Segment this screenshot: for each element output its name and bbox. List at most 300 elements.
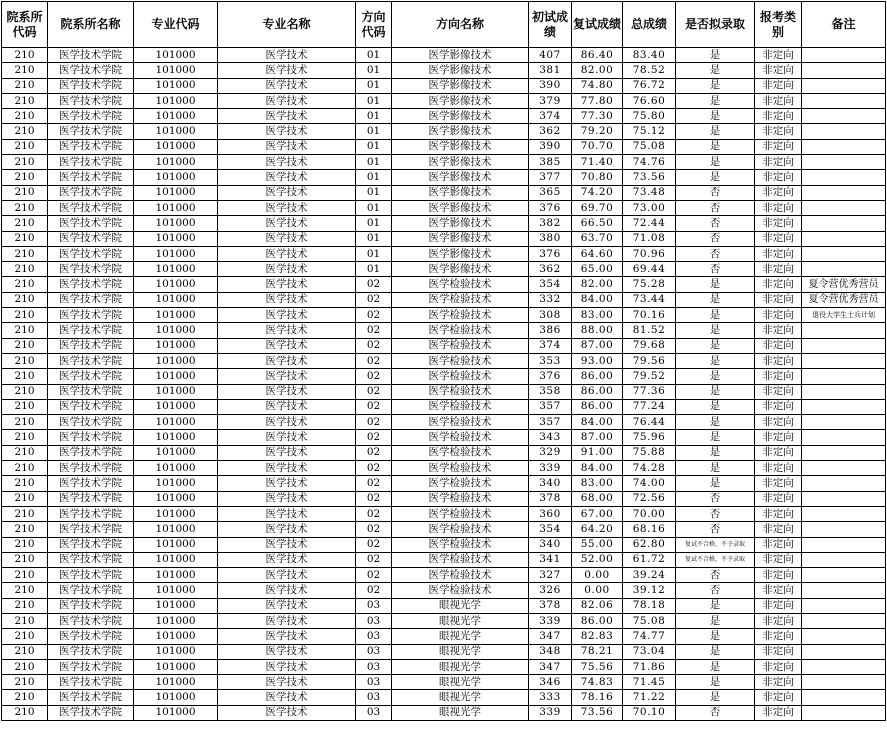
cell-major-code: 101000	[134, 200, 218, 215]
cell-category: 非定向	[755, 659, 802, 674]
cell-retest-score: 82.00	[572, 277, 623, 292]
cell-category: 非定向	[755, 262, 802, 277]
cell-initial-score: 362	[529, 262, 572, 277]
cell-major-name: 医学技术	[218, 506, 356, 521]
cell-dept-code: 210	[2, 705, 48, 720]
cell-dept-name: 医学技术学院	[48, 583, 134, 598]
cell-major-name: 医学技术	[218, 353, 356, 368]
cell-major-code: 101000	[134, 369, 218, 384]
cell-initial-score: 385	[529, 155, 572, 170]
cell-category: 非定向	[755, 598, 802, 613]
cell-dept-name: 医学技术学院	[48, 461, 134, 476]
cell-major-code: 101000	[134, 461, 218, 476]
cell-dept-code: 210	[2, 292, 48, 307]
cell-direction-code: 02	[356, 506, 392, 521]
cell-retest-score: 86.00	[572, 369, 623, 384]
cell-category: 非定向	[755, 675, 802, 690]
cell-direction-name: 眼视光学	[392, 705, 529, 720]
cell-dept-name: 医学技术学院	[48, 277, 134, 292]
cell-dept-name: 医学技术学院	[48, 323, 134, 338]
cell-retest-score: 78.16	[572, 690, 623, 705]
cell-category: 非定向	[755, 522, 802, 537]
cell-total-score: 70.10	[623, 705, 676, 720]
cell-category: 非定向	[755, 629, 802, 644]
cell-major-code: 101000	[134, 109, 218, 124]
table-row	[2, 246, 886, 261]
table-row	[2, 262, 886, 277]
table-row	[2, 292, 886, 307]
cell-total-score: 75.12	[623, 124, 676, 139]
cell-major-code: 101000	[134, 690, 218, 705]
cell-major-name: 医学技术	[218, 659, 356, 674]
cell-retest-score: 78.21	[572, 644, 623, 659]
cell-direction-code: 02	[356, 491, 392, 506]
cell-retest-score: 82.83	[572, 629, 623, 644]
cell-major-code: 101000	[134, 292, 218, 307]
table-row	[2, 445, 886, 460]
cell-dept-name: 医学技术学院	[48, 491, 134, 506]
cell-total-score: 83.40	[623, 48, 676, 63]
cell-initial-score: 382	[529, 216, 572, 231]
cell-retest-score: 0.00	[572, 568, 623, 583]
table-row	[2, 200, 886, 215]
cell-initial-score: 374	[529, 338, 572, 353]
cell-remarks	[802, 78, 886, 93]
cell-initial-score: 357	[529, 415, 572, 430]
cell-admitted: 否	[676, 506, 755, 521]
cell-total-score: 74.00	[623, 476, 676, 491]
cell-admitted: 是	[676, 644, 755, 659]
cell-remarks	[802, 262, 886, 277]
cell-direction-code: 02	[356, 568, 392, 583]
cell-major-code: 101000	[134, 629, 218, 644]
cell-initial-score: 353	[529, 353, 572, 368]
cell-remarks	[802, 430, 886, 445]
cell-major-name: 医学技术	[218, 522, 356, 537]
header-major-code: 专业代码	[134, 2, 218, 48]
cell-retest-score: 70.70	[572, 139, 623, 154]
cell-direction-code: 03	[356, 629, 392, 644]
cell-category: 非定向	[755, 506, 802, 521]
header-admitted: 是否拟录取	[676, 2, 755, 48]
cell-direction-name: 眼视光学	[392, 629, 529, 644]
cell-total-score: 71.86	[623, 659, 676, 674]
cell-major-name: 医学技术	[218, 200, 356, 215]
cell-major-name: 医学技术	[218, 613, 356, 628]
cell-retest-score: 69.70	[572, 200, 623, 215]
cell-total-score: 73.04	[623, 644, 676, 659]
cell-dept-name: 医学技术学院	[48, 185, 134, 200]
cell-major-name: 医学技术	[218, 124, 356, 139]
cell-major-code: 101000	[134, 491, 218, 506]
cell-initial-score: 390	[529, 78, 572, 93]
cell-dept-code: 210	[2, 445, 48, 460]
cell-direction-name: 医学检验技术	[392, 308, 529, 323]
cell-dept-name: 医学技术学院	[48, 109, 134, 124]
cell-major-name: 医学技术	[218, 369, 356, 384]
cell-direction-code: 01	[356, 231, 392, 246]
cell-remarks: 夏令营优秀营员	[802, 292, 886, 307]
cell-category: 非定向	[755, 430, 802, 445]
cell-dept-code: 210	[2, 63, 48, 78]
cell-dept-name: 医学技术学院	[48, 415, 134, 430]
cell-retest-score: 87.00	[572, 338, 623, 353]
cell-dept-name: 医学技术学院	[48, 399, 134, 414]
cell-remarks	[802, 522, 886, 537]
cell-major-code: 101000	[134, 537, 218, 552]
cell-remarks	[802, 659, 886, 674]
cell-admitted: 是	[676, 93, 755, 108]
table-row	[2, 705, 886, 720]
cell-direction-code: 02	[356, 430, 392, 445]
cell-dept-code: 210	[2, 506, 48, 521]
cell-remarks	[802, 476, 886, 491]
cell-major-name: 医学技术	[218, 155, 356, 170]
cell-admitted: 是	[676, 353, 755, 368]
cell-admitted: 是	[676, 170, 755, 185]
table-row	[2, 644, 886, 659]
cell-dept-name: 医学技术学院	[48, 675, 134, 690]
cell-major-code: 101000	[134, 338, 218, 353]
cell-major-name: 医学技术	[218, 63, 356, 78]
cell-dept-name: 医学技术学院	[48, 522, 134, 537]
cell-remarks	[802, 246, 886, 261]
cell-total-score: 76.60	[623, 93, 676, 108]
cell-dept-name: 医学技术学院	[48, 155, 134, 170]
cell-remarks	[802, 200, 886, 215]
cell-direction-name: 医学影像技术	[392, 200, 529, 215]
cell-admitted: 是	[676, 48, 755, 63]
cell-remarks	[802, 613, 886, 628]
cell-major-name: 医学技术	[218, 552, 356, 567]
cell-dept-name: 医学技术学院	[48, 262, 134, 277]
cell-major-name: 医学技术	[218, 78, 356, 93]
cell-retest-score: 86.00	[572, 399, 623, 414]
cell-remarks	[802, 323, 886, 338]
cell-direction-name: 医学检验技术	[392, 384, 529, 399]
cell-category: 非定向	[755, 78, 802, 93]
cell-total-score: 71.22	[623, 690, 676, 705]
cell-admitted: 是	[676, 445, 755, 460]
cell-admitted: 复试不合格，不予录取	[676, 552, 755, 567]
cell-major-name: 医学技术	[218, 629, 356, 644]
cell-direction-code: 01	[356, 155, 392, 170]
cell-retest-score: 83.00	[572, 476, 623, 491]
cell-major-name: 医学技术	[218, 262, 356, 277]
cell-total-score: 75.08	[623, 139, 676, 154]
cell-major-name: 医学技术	[218, 476, 356, 491]
cell-initial-score: 407	[529, 48, 572, 63]
cell-direction-code: 02	[356, 323, 392, 338]
cell-dept-name: 医学技术学院	[48, 200, 134, 215]
cell-direction-name: 医学检验技术	[392, 323, 529, 338]
cell-total-score: 71.08	[623, 231, 676, 246]
cell-dept-code: 210	[2, 323, 48, 338]
cell-major-name: 医学技术	[218, 705, 356, 720]
cell-direction-code: 02	[356, 353, 392, 368]
table-row	[2, 353, 886, 368]
cell-total-score: 73.00	[623, 200, 676, 215]
header-total-score: 总成绩	[623, 2, 676, 48]
cell-admitted: 是	[676, 476, 755, 491]
cell-dept-code: 210	[2, 583, 48, 598]
cell-admitted: 是	[676, 124, 755, 139]
cell-initial-score: 354	[529, 277, 572, 292]
cell-admitted: 是	[676, 323, 755, 338]
cell-initial-score: 339	[529, 461, 572, 476]
admission-results-table	[1, 1, 886, 721]
table-row	[2, 124, 886, 139]
cell-retest-score: 52.00	[572, 552, 623, 567]
cell-initial-score: 329	[529, 445, 572, 460]
table-row	[2, 675, 886, 690]
cell-major-code: 101000	[134, 231, 218, 246]
cell-direction-name: 医学影像技术	[392, 109, 529, 124]
cell-major-name: 医学技术	[218, 323, 356, 338]
cell-major-name: 医学技术	[218, 644, 356, 659]
cell-dept-code: 210	[2, 93, 48, 108]
cell-admitted: 复试不合格，不予录取	[676, 537, 755, 552]
cell-remarks	[802, 445, 886, 460]
header-dept-name: 院系所名称	[48, 2, 134, 48]
cell-initial-score: 348	[529, 644, 572, 659]
table-row	[2, 506, 886, 521]
cell-remarks	[802, 139, 886, 154]
cell-admitted: 否	[676, 200, 755, 215]
cell-remarks	[802, 124, 886, 139]
cell-total-score: 75.96	[623, 430, 676, 445]
cell-major-name: 医学技术	[218, 384, 356, 399]
cell-retest-score: 88.00	[572, 323, 623, 338]
cell-major-name: 医学技术	[218, 461, 356, 476]
cell-direction-code: 02	[356, 308, 392, 323]
cell-admitted: 否	[676, 246, 755, 261]
cell-direction-name: 医学影像技术	[392, 231, 529, 246]
cell-total-score: 74.28	[623, 461, 676, 476]
cell-category: 非定向	[755, 399, 802, 414]
cell-dept-code: 210	[2, 644, 48, 659]
cell-admitted: 是	[676, 139, 755, 154]
table-row	[2, 598, 886, 613]
cell-dept-code: 210	[2, 308, 48, 323]
cell-initial-score: 357	[529, 399, 572, 414]
cell-remarks	[802, 48, 886, 63]
cell-direction-code: 02	[356, 399, 392, 414]
cell-direction-name: 眼视光学	[392, 659, 529, 674]
cell-admitted: 是	[676, 78, 755, 93]
cell-dept-code: 210	[2, 262, 48, 277]
cell-dept-code: 210	[2, 430, 48, 445]
cell-retest-score: 79.20	[572, 124, 623, 139]
cell-remarks	[802, 568, 886, 583]
cell-direction-code: 01	[356, 63, 392, 78]
cell-major-code: 101000	[134, 522, 218, 537]
cell-admitted: 是	[676, 659, 755, 674]
cell-total-score: 79.56	[623, 353, 676, 368]
cell-total-score: 75.88	[623, 445, 676, 460]
cell-category: 非定向	[755, 155, 802, 170]
cell-initial-score: 354	[529, 522, 572, 537]
cell-total-score: 77.24	[623, 399, 676, 414]
cell-admitted: 是	[676, 629, 755, 644]
cell-direction-code: 03	[356, 644, 392, 659]
cell-major-name: 医学技术	[218, 48, 356, 63]
cell-direction-name: 医学影像技术	[392, 262, 529, 277]
cell-major-name: 医学技术	[218, 568, 356, 583]
cell-direction-name: 医学影像技术	[392, 246, 529, 261]
cell-dept-name: 医学技术学院	[48, 246, 134, 261]
cell-category: 非定向	[755, 552, 802, 567]
cell-direction-code: 02	[356, 338, 392, 353]
cell-initial-score: 326	[529, 583, 572, 598]
cell-category: 非定向	[755, 63, 802, 78]
cell-direction-code: 01	[356, 48, 392, 63]
cell-category: 非定向	[755, 48, 802, 63]
cell-major-code: 101000	[134, 384, 218, 399]
table-row	[2, 93, 886, 108]
header-major-name: 专业名称	[218, 2, 356, 48]
cell-remarks	[802, 690, 886, 705]
cell-dept-name: 医学技术学院	[48, 445, 134, 460]
table-row	[2, 461, 886, 476]
cell-direction-name: 医学检验技术	[392, 491, 529, 506]
cell-category: 非定向	[755, 644, 802, 659]
cell-category: 非定向	[755, 583, 802, 598]
cell-admitted: 是	[676, 292, 755, 307]
cell-dept-name: 医学技术学院	[48, 63, 134, 78]
cell-dept-code: 210	[2, 185, 48, 200]
table-row	[2, 155, 886, 170]
cell-category: 非定向	[755, 216, 802, 231]
cell-retest-score: 86.00	[572, 384, 623, 399]
cell-dept-code: 210	[2, 353, 48, 368]
cell-admitted: 是	[676, 155, 755, 170]
cell-dept-name: 医学技术学院	[48, 338, 134, 353]
cell-direction-code: 02	[356, 415, 392, 430]
cell-dept-code: 210	[2, 476, 48, 491]
cell-total-score: 79.52	[623, 369, 676, 384]
cell-admitted: 是	[676, 399, 755, 414]
cell-remarks	[802, 675, 886, 690]
table-row	[2, 78, 886, 93]
table-row	[2, 109, 886, 124]
cell-major-code: 101000	[134, 170, 218, 185]
cell-major-code: 101000	[134, 659, 218, 674]
cell-initial-score: 346	[529, 675, 572, 690]
cell-major-name: 医学技术	[218, 675, 356, 690]
cell-dept-name: 医学技术学院	[48, 537, 134, 552]
cell-admitted: 是	[676, 109, 755, 124]
cell-direction-name: 眼视光学	[392, 644, 529, 659]
cell-initial-score: 340	[529, 476, 572, 491]
cell-direction-name: 医学检验技术	[392, 476, 529, 491]
cell-retest-score: 64.20	[572, 522, 623, 537]
cell-initial-score: 308	[529, 308, 572, 323]
cell-major-code: 101000	[134, 155, 218, 170]
cell-initial-score: 341	[529, 552, 572, 567]
cell-category: 非定向	[755, 277, 802, 292]
cell-initial-score: 333	[529, 690, 572, 705]
table-row	[2, 552, 886, 567]
cell-total-score: 70.00	[623, 506, 676, 521]
cell-major-name: 医学技术	[218, 415, 356, 430]
cell-category: 非定向	[755, 476, 802, 491]
cell-remarks	[802, 399, 886, 414]
cell-major-name: 医学技术	[218, 246, 356, 261]
cell-category: 非定向	[755, 353, 802, 368]
cell-major-code: 101000	[134, 613, 218, 628]
cell-major-code: 101000	[134, 353, 218, 368]
table-row	[2, 613, 886, 628]
cell-major-code: 101000	[134, 506, 218, 521]
cell-dept-name: 医学技术学院	[48, 476, 134, 491]
cell-major-name: 医学技术	[218, 598, 356, 613]
cell-remarks	[802, 384, 886, 399]
cell-retest-score: 84.00	[572, 461, 623, 476]
cell-direction-code: 02	[356, 476, 392, 491]
table-row	[2, 568, 886, 583]
cell-total-score: 77.36	[623, 384, 676, 399]
cell-dept-name: 医学技术学院	[48, 170, 134, 185]
cell-retest-score: 84.00	[572, 292, 623, 307]
cell-direction-code: 02	[356, 277, 392, 292]
cell-retest-score: 67.00	[572, 506, 623, 521]
cell-direction-name: 医学影像技术	[392, 139, 529, 154]
cell-dept-code: 210	[2, 491, 48, 506]
cell-initial-score: 358	[529, 384, 572, 399]
cell-remarks	[802, 537, 886, 552]
cell-remarks	[802, 185, 886, 200]
cell-direction-name: 医学影像技术	[392, 170, 529, 185]
cell-initial-score: 340	[529, 537, 572, 552]
cell-retest-score: 73.56	[572, 705, 623, 720]
cell-direction-code: 03	[356, 690, 392, 705]
cell-direction-name: 医学影像技术	[392, 155, 529, 170]
cell-total-score: 73.48	[623, 185, 676, 200]
cell-total-score: 75.08	[623, 613, 676, 628]
cell-dept-code: 210	[2, 124, 48, 139]
cell-major-code: 101000	[134, 124, 218, 139]
table-row	[2, 522, 886, 537]
cell-remarks	[802, 63, 886, 78]
cell-dept-code: 210	[2, 690, 48, 705]
cell-initial-score: 378	[529, 491, 572, 506]
cell-remarks	[802, 415, 886, 430]
cell-category: 非定向	[755, 415, 802, 430]
cell-direction-name: 眼视光学	[392, 598, 529, 613]
cell-major-code: 101000	[134, 399, 218, 414]
cell-dept-name: 医学技术学院	[48, 78, 134, 93]
cell-total-score: 72.44	[623, 216, 676, 231]
cell-dept-code: 210	[2, 522, 48, 537]
cell-major-code: 101000	[134, 583, 218, 598]
cell-admitted: 否	[676, 231, 755, 246]
cell-dept-code: 210	[2, 78, 48, 93]
cell-dept-name: 医学技术学院	[48, 93, 134, 108]
cell-direction-code: 01	[356, 185, 392, 200]
cell-initial-score: 362	[529, 124, 572, 139]
cell-retest-score: 77.80	[572, 93, 623, 108]
cell-dept-code: 210	[2, 399, 48, 414]
cell-initial-score: 379	[529, 93, 572, 108]
cell-major-name: 医学技术	[218, 109, 356, 124]
cell-direction-name: 眼视光学	[392, 675, 529, 690]
cell-category: 非定向	[755, 338, 802, 353]
cell-admitted: 否	[676, 491, 755, 506]
table-row	[2, 277, 886, 292]
cell-remarks	[802, 231, 886, 246]
cell-direction-name: 医学检验技术	[392, 369, 529, 384]
